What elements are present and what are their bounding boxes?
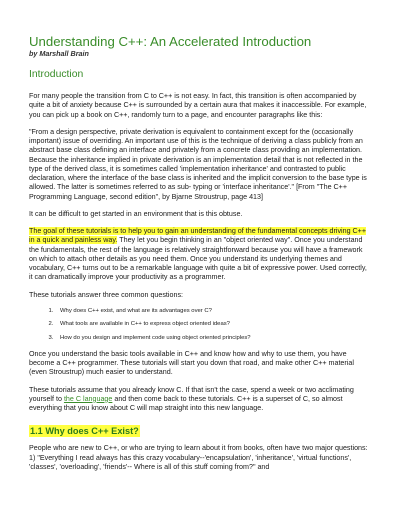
paragraph-questions-new: People who are new to C++, or who are trying to learn about it from books, often have two major questions: 1) "Everything I read always has this crazy vocabulary--'encapsulation', 'inheritance', 'virtual functions', 'classes', 'overloading', 'friends'-- Where is all of this stuff coming from?" and (29, 444, 368, 471)
assume-text-after: and then come back to these tutorials. C++ is a superset of C, so almost everything that you know about C will map straight into this new language. (29, 394, 343, 412)
paragraph-obtuse: It can be difficult to get started in an environment that is this obtuse. (29, 209, 243, 218)
author-byline: by Marshall Brain (29, 49, 89, 58)
document-title: Understanding C++: An Accelerated Introduction (29, 34, 312, 49)
question-item: 1. Why does C++ exist, and what are its advantages over C? (55, 308, 372, 315)
goal-rest-text: They let you begin thinking in an "object oriented way". Once you understand the fundamentals, the rest of the language is relatively straightforward because you will have a framework on which to attach other details as you need them. Once you understand its underlying themes and vocabulary, C++ turns out to be a remarkable language with quite a bit of expressive power. Used correctly, it can dramatically improve your productivity as a programmer. (29, 236, 367, 282)
question-item: 2. What tools are available in C++ to express object oriented ideas? (55, 321, 372, 328)
subsection-heading: 1.1 Why does C++ Exist? (30, 426, 139, 437)
section-heading: Introduction (29, 69, 84, 80)
paragraph-intro: For many people the transition from C to C++ is not easy. In fact, this transition is often accompanied by quite a bit of anxiety because C++ is surrounded by a certain aura that makes it inaccessible. For example, you can pick up a book on C++, randomly turn to a page, and encounter paragraphs like this: (29, 92, 367, 119)
paragraph-questions-intro: These tutorials answer three common questions: (29, 290, 183, 299)
paragraph-assume-c (29, 386, 372, 414)
questions-list (29, 308, 372, 342)
c-language-link[interactable]: the C language (63, 394, 113, 403)
question-item: 3. How do you design and implement code using object oriented principles? (55, 335, 372, 342)
paragraph-quote: "From a design perspective, private derivation is equivalent to containment except for the (occasionally important) issue of overriding. An important use of this is the technique of deriving a class publicly from an abstract base class defining an interface and privately from a concrete class providing an implementation. Because the inheritance implied in private derivation is an implementation detail that is not reflected in the type of the derived class, it is sometimes called 'implementation inheritance' and contrasted to public declaration, where the interface of the base class is inherited and the implicit conversion to the base type is allowed. The latter is sometimes referred to as sub- typing or 'interface inheritance'." [From "The C++ Programming Language, second edition", by Bjarne Stroustrup, page 413] (29, 127, 367, 201)
assume-text-before: These tutorials assume that you already know C. If that isn't the case, spend a week or two acclimating yourself to (29, 385, 354, 403)
paragraph-goal (29, 227, 372, 283)
paragraph-basic-tools: Once you understand the basic tools available in C++ and know how and why to use them, you have become a C++ programmer. These tutorials will start you down that road, and make other C++ material (even Stroustrup) much easier to understand. (29, 349, 354, 377)
highlighted-goal-text: The goal of these tutorials is to help you to gain an understanding of the fundamental concepts driving C++ in a quick and painless way. (29, 227, 367, 245)
